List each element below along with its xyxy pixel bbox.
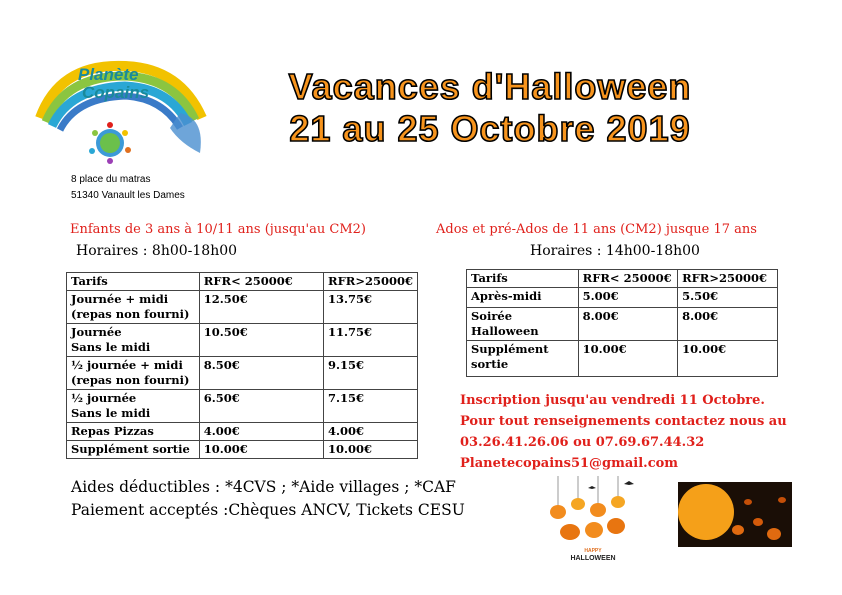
table-row — [67, 423, 418, 441]
header-rfr-low: RFR< 25000€ — [199, 273, 323, 291]
email-address[interactable]: Planetecopains51@gmail.com — [460, 456, 679, 471]
left-section-heading: Enfants de 3 ans à 10/11 ans (jusqu'au CM2) — [70, 222, 366, 237]
header-rfr-low: RFR< 25000€ — [578, 270, 677, 288]
table-header-row — [467, 270, 778, 288]
phone-numbers[interactable]: 03.26.41.26.06 ou 07.69.67.44.32 — [460, 435, 705, 450]
price-low: 4.00€ — [199, 423, 323, 441]
price-high: 11.75€ — [324, 324, 418, 357]
price-high: 10.00€ — [678, 341, 778, 377]
address-street: 8 place du matras — [71, 174, 151, 185]
table-row — [67, 390, 418, 423]
price-low: 10.00€ — [578, 341, 677, 377]
logo-line1: Planète — [78, 65, 139, 84]
pumpkin-caption-happy: HAPPY — [584, 548, 602, 554]
left-section-hours: Horaires : 8h00-18h00 — [76, 243, 238, 259]
price-high: 7.15€ — [324, 390, 418, 423]
row-label: Repas Pizzas — [67, 423, 200, 441]
row-label: Journée — [71, 325, 122, 339]
row-sublabel: (repas non fourni) — [71, 307, 190, 321]
table-row — [67, 441, 418, 459]
price-high: 9.15€ — [324, 357, 418, 390]
header-rfr-high: RFR>25000€ — [678, 270, 778, 288]
contact-intro: Pour tout renseignements contactez nous au — [460, 414, 787, 429]
row-sublabel: sortie — [471, 357, 509, 371]
header-tarifs: Tarifs — [467, 270, 579, 288]
price-low: 10.00€ — [199, 441, 323, 459]
right-section-hours: Horaires : 14h00-18h00 — [530, 243, 700, 259]
table-row — [67, 324, 418, 357]
table-row — [467, 341, 778, 377]
table-header-row — [67, 273, 418, 291]
row-label: Soirée Halloween — [467, 308, 579, 341]
price-high: 4.00€ — [324, 423, 418, 441]
table-row — [67, 357, 418, 390]
row-sublabel: Sans le midi — [71, 406, 151, 420]
logo-line2: Copains — [82, 83, 150, 102]
price-low: 10.50€ — [199, 324, 323, 357]
row-label: Supplément sortie — [67, 441, 200, 459]
page-title: Vacances d'Halloween — [288, 66, 692, 107]
registration-deadline: Inscription jusqu'au vendredi 11 Octobre. — [460, 393, 765, 408]
page-subtitle-dates: 21 au 25 Octobre 2019 — [289, 108, 691, 149]
price-high: 5.50€ — [678, 288, 778, 308]
price-high: 10.00€ — [324, 441, 418, 459]
price-low: 12.50€ — [199, 291, 323, 324]
price-low: 5.00€ — [578, 288, 677, 308]
table-row — [67, 291, 418, 324]
payment-info — [71, 476, 465, 522]
right-section-heading: Ados et pré-Ados de 11 ans (CM2) jusque 17 ans — [436, 222, 757, 237]
table-row — [467, 308, 778, 341]
pumpkins-illustration — [548, 476, 638, 566]
row-label: ½ journée + midi — [71, 358, 183, 372]
row-sublabel: Sans le midi — [71, 340, 151, 354]
row-label: ½ journée — [71, 391, 137, 405]
left-tarifs-table — [66, 272, 418, 459]
planete-copains-logo — [30, 58, 210, 168]
row-label: Après-midi — [467, 288, 579, 308]
table-row — [467, 288, 778, 308]
right-tarifs-table — [466, 269, 778, 377]
row-label: Supplément — [471, 342, 549, 356]
payment-line: Paiement acceptés :Chèques ANCV, Tickets CESU — [71, 501, 465, 519]
pumpkin-caption-halloween: HALLOWEEN — [570, 555, 616, 562]
address-city: 51340 Vanault les Dames — [71, 190, 185, 201]
price-high: 13.75€ — [324, 291, 418, 324]
halloween-moon-illustration — [678, 482, 792, 547]
header-rfr-high: RFR>25000€ — [324, 273, 418, 291]
row-label: Journée + midi — [71, 292, 169, 306]
price-low: 8.00€ — [578, 308, 677, 341]
price-high: 8.00€ — [678, 308, 778, 341]
row-sublabel: (repas non fourni) — [71, 373, 190, 387]
aides-line: Aides déductibles : *4CVS ; *Aide villages ; *CAF — [71, 478, 456, 496]
header-tarifs: Tarifs — [67, 273, 200, 291]
price-low: 6.50€ — [199, 390, 323, 423]
contact-info — [460, 390, 787, 474]
price-low: 8.50€ — [199, 357, 323, 390]
